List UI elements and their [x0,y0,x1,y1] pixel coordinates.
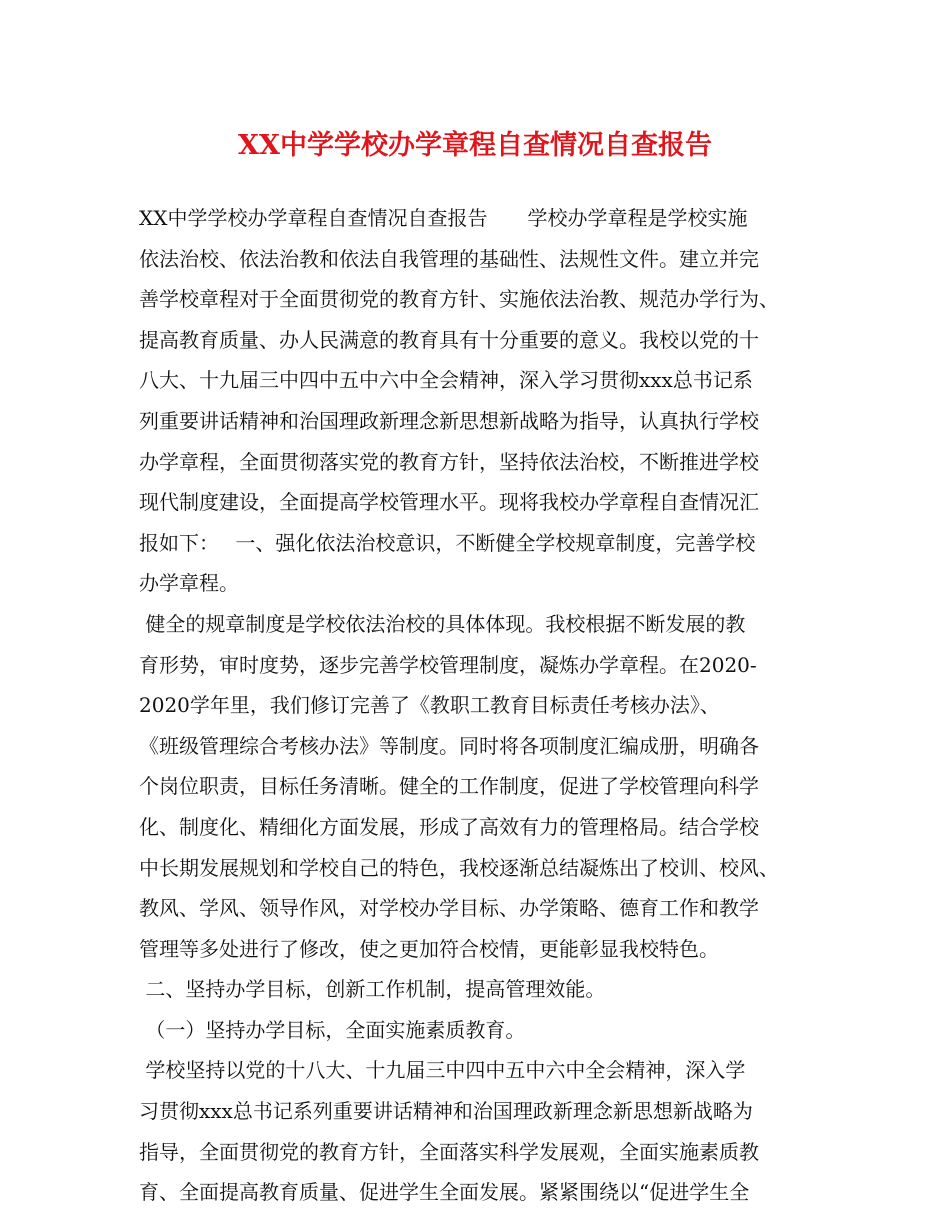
body-line: 办学章程。 [139,571,239,596]
body-line: 健全的规章制度是学校依法治校的具体体现。我校根据不断发展的教 [139,611,746,636]
body-line: 化、制度化、精细化方面发展，形成了高效有力的管理格局。结合学校 [139,814,759,839]
body-line: 列重要讲话精神和治国理政新理念新思想新战略为指导，认真执行学校 [139,408,759,433]
body-line: 育、全面提高教育质量、促进学生全面发展。紧紧围绕以“促进学生全 [139,1180,750,1205]
body-line: XX中学学校办学章程自查情况自查报告 学校办学章程是学校实施 [139,206,748,230]
body-line: 管理等多处进行了修改，使之更加符合校情，更能彰显我校特色。 [139,936,719,961]
body-line: 个岗位职责，目标任务清晰。健全的工作制度，促进了学校管理向科学 [139,774,759,799]
body-line: 办学章程，全面贯彻落实党的教育方针，坚持依法治校，不断推进学校 [139,449,759,474]
body-line: 提高教育质量、办人民满意的教育具有十分重要的意义。我校以党的十 [139,327,759,352]
body-line: 学校坚持以党的十八大、十九届三中四中五中六中全会精神，深入学 [139,1058,746,1083]
body-line: （一）坚持办学目标，全面实施素质教育。 [139,1017,526,1042]
document-title: XX中学学校办学章程自查情况自查报告 [238,130,712,161]
document-body [139,198,819,1213]
body-line: 教风、学风、领导作风，对学校办学目标、办学策略、德育工作和教学 [139,896,759,921]
body-line: 八大、十九届三中四中五中六中全会精神，深入学习贯彻xxx总书记系 [139,368,753,393]
body-line: 善学校章程对于全面贯彻党的教育方针、实施依法治教、规范办学行为、 [139,287,779,312]
body-line: 中长期发展规划和学校自己的特色，我校逐渐总结凝炼出了校训、校风、 [139,855,779,880]
body-line: 指导，全面贯彻党的教育方针，全面落实科学发展观，全面实施素质教 [139,1139,759,1164]
body-line: 报如下： 一、强化依法治校意识，不断健全学校规章制度，完善学校 [139,530,756,555]
body-line: 《班级管理综合考核办法》等制度。同时将各项制度汇编成册，明确各 [139,733,759,758]
body-line: 二、坚持办学目标，创新工作机制，提高管理效能。 [139,977,606,1002]
body-line: 育形势，审时度势，逐步完善学校管理制度，凝炼办学章程。在2020- [139,652,757,677]
body-line: 现代制度建设，全面提高学校管理水平。现将我校办学章程自查情况汇 [139,490,759,515]
body-line: 2020学年里，我们修订完善了《教职工教育目标责任考核办法》、 [139,693,720,718]
body-line: 习贯彻xxx总书记系列重要讲话精神和治国理政新理念新思想新战略为 [139,1099,753,1124]
body-line: 依法治校、依法治教和依法自我管理的基础性、法规性文件。建立并完 [139,246,759,271]
